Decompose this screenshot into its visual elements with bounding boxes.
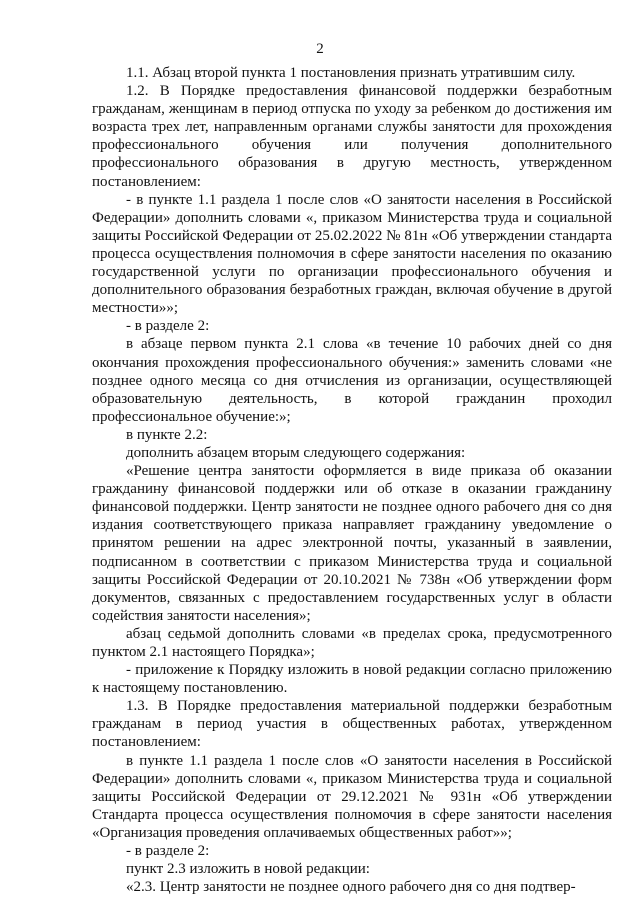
paragraph-point-2-3: пункт 2.3 изложить в новой редакции:: [126, 861, 370, 878]
paragraph-add-second: дополнить абзацем вторым следующего содержания:: [126, 444, 466, 461]
paragraph-quoted-2-3: «2.3. Центр занятости не позднее одного рабочего дня со дня подтвер-: [126, 879, 576, 896]
paragraph-amendment-1-1: - в пункте 1.1 раздела 1 после слов «О занятости населения в Российской Федерации» дополнить словами «, приказом Министерства труда и социальной защиты Российской Федерации от 25.02.2022 № 81н «Об утверждении стандарта процесса осуществления полномочия в сфере занятости населения по оказанию государственной услуги по организации профессионального обучения и дополнительного образования безработных граждан, включая обучение в другой местности»»;: [92, 191, 612, 317]
paragraph-1-2: 1.2. В Порядке предоставления финансовой поддержки безработным гражданам, женщинам в период отпуска по уходу за ребенком до достижения им возраста трех лет, направленным органами службы занятости для прохождения профессионального обучения или получения дополнительного профессионального образования в другую местность, утвержденном постановлением:: [92, 83, 612, 190]
paragraph-1-3: 1.3. В Порядке предоставления материальной поддержки безработным гражданам в период участия в общественных работах, утвержденном постановлением:: [92, 698, 612, 751]
paragraph-point-2-2: в пункте 2.2:: [126, 426, 208, 443]
paragraph-quoted-decision: «Решение центра занятости оформляется в виде приказа об оказании гражданину финансовой поддержки или об отказе в оказании гражданину финансовой поддержки. Центр занятости не позднее одного рабочего дня со дня издания соответствующего приказа направляет гражданину уведомление о принятом решении на адрес электронной почты, указанный в заявлении, подписанном в соответствии с приказом Министерства труда и социальной защиты Российской Федерации от 20.10.2021 № 738н «Об утверждении форм документов, связанных с предоставлением государственных услуг в области содействия занятости населения»;: [92, 463, 612, 624]
document-body: [92, 64, 612, 896]
paragraph-section-2: - в разделе 2:: [126, 318, 210, 335]
paragraph-amendment-1-1-b: в пункте 1.1 раздела 1 после слов «О занятости населения в Российской Федерации» дополнить словами «, приказом Министерства труда и социальной защиты Российской Федерации от 29.12.2021 № 931н «Об утверждении Стандарта процесса осуществления полномочия в сфере занятости населения «Организация проведения оплачиваемых общественных работ»»;: [92, 752, 612, 841]
paragraph-appendix: - приложение к Порядку изложить в новой редакции согласно приложению к настоящему постановлению.: [92, 662, 612, 697]
paragraph-section-2-b: - в разделе 2:: [126, 843, 210, 860]
paragraph-amendment-2-1: в абзаце первом пункта 2.1 слова «в течение 10 рабочих дней со дня окончания прохождения профессионального обучения:» заменить словами «не позднее одного месяца со дня отчисления из организации, осуществляющей образовательную деятельность, в которой гражданин проходил профессиональное обучение:»;: [92, 336, 612, 425]
paragraph-1-1: 1.1. Абзац второй пункта 1 постановления признать утратившим силу.: [126, 65, 576, 81]
paragraph-seventh: абзац седьмой дополнить словами «в пределах срока, предусмотренного пунктом 2.1 настоящего Порядка»;: [92, 625, 612, 660]
page-number: 2: [316, 41, 324, 57]
